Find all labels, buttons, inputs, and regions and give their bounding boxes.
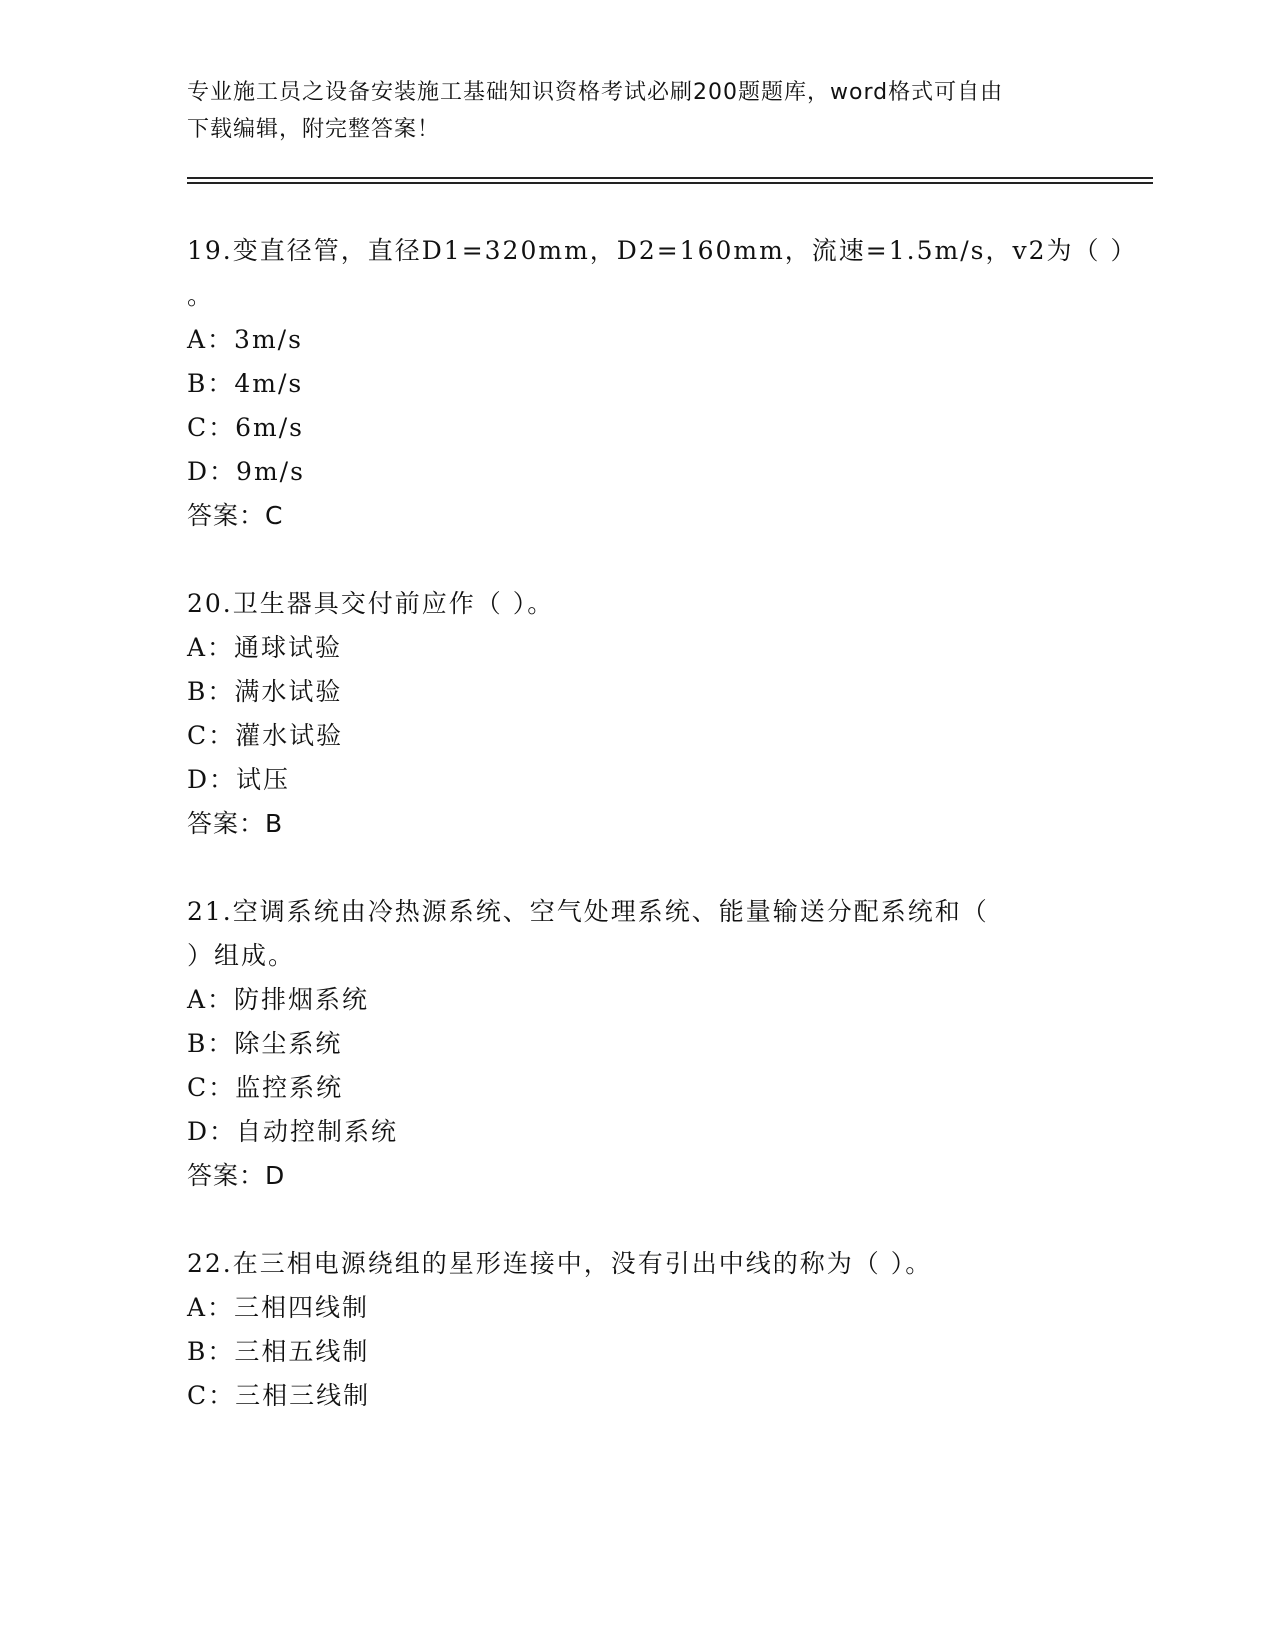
question-22-option-b: B：三相五线制 [187, 1337, 370, 1366]
question-21-answer: 答案：D [187, 1161, 286, 1190]
question-19-answer: 答案：C [187, 501, 284, 530]
question-22-option-c: C：三相三线制 [187, 1381, 371, 1410]
question-21-option-b: B：除尘系统 [187, 1029, 343, 1058]
question-21-stem: 21.空调系统由冷热源系统、空气处理系统、能量输送分配系统和（ [187, 897, 989, 926]
question-21-option-c: C：监控系统 [187, 1073, 344, 1102]
question-20-option-c: C：灌水试验 [187, 721, 344, 750]
question-19-option-b: B：4m/s [187, 369, 304, 398]
question-21-stem-cont: ）组成。 [187, 941, 296, 970]
question-19-option-c: C：6m/s [187, 413, 304, 442]
header-rule-top [187, 177, 1153, 179]
question-20-answer: 答案：B [187, 809, 284, 838]
question-20-option-d: D：试压 [187, 765, 291, 794]
question-21-option-d: D：自动控制系统 [187, 1117, 399, 1146]
document-header [187, 74, 1087, 148]
question-19-stem-cont: 。 [187, 281, 215, 310]
header-line-1: 专业施工员之设备安装施工基础知识资格考试必刷200题题库，word格式可自由 [187, 80, 1004, 105]
question-22-option-a: A：三相四线制 [187, 1293, 370, 1322]
question-21-option-a: A：防排烟系统 [187, 985, 370, 1014]
question-20-option-a: A：通球试验 [187, 633, 343, 662]
question-19-option-a: A：3m/s [187, 325, 303, 354]
header-line-2: 下载编辑，附完整答案！ [187, 117, 441, 142]
question-20-option-b: B：满水试验 [187, 677, 343, 706]
question-22-stem: 22.在三相电源绕组的星形连接中，没有引出中线的称为（ ）。 [187, 1249, 933, 1278]
header-rule-bottom [187, 182, 1153, 184]
question-19-option-d: D：9m/s [187, 457, 305, 486]
question-19-stem: 19.变直径管，直径D1=320mm，D2=160mm，流速=1.5m/s，v2为（ ） [187, 236, 1138, 265]
question-20-stem: 20.卫生器具交付前应作（ ）。 [187, 589, 555, 618]
